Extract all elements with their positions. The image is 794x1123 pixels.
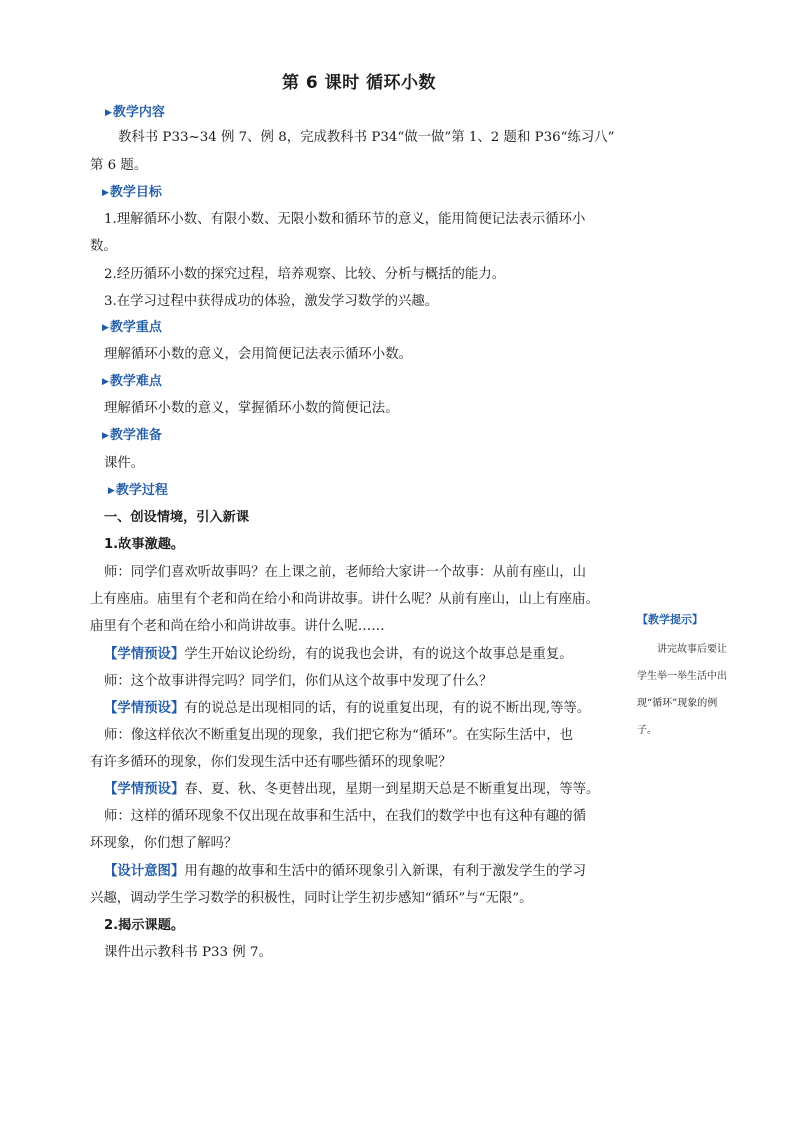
sidebar-tip-line-2: 学生举一举生活中出	[637, 671, 727, 682]
heading-prep	[102, 427, 162, 446]
teacher-4-line-2: 环现象，你们想了解吗？	[90, 836, 238, 851]
triangle-bullet-icon: ▶	[108, 486, 115, 496]
heading-difficulty	[102, 373, 162, 392]
sub-2-title: 2.揭示课题。	[104, 918, 185, 933]
heading-process-label: 教学过程	[115, 483, 168, 498]
heading-key-label: 教学重点	[109, 320, 162, 335]
goal-2: 2.经历循环小数的探究过程，培养观察、比较、分析与概括的能力。	[104, 267, 506, 282]
heading-goals-label: 教学目标	[109, 185, 162, 200]
heading-key	[102, 319, 162, 338]
preview-3	[104, 776, 599, 804]
preview-2-text: 有的说总是出现相同的话，有的说重复出现，有的说不断出现,等等。	[184, 701, 591, 716]
heading-goals	[102, 184, 162, 203]
triangle-bullet-icon: ▶	[102, 323, 109, 333]
sidebar-tip-line-4: 子。	[637, 725, 657, 736]
teacher-1-line-2: 上有座庙。庙里有个老和尚在给小和尚讲故事。讲什么呢？从前有座山，山上有座庙。	[90, 592, 599, 607]
sidebar-tip-line-3: 现“循环”现象的例	[637, 698, 718, 709]
goal-1-line-2: 数。	[90, 239, 117, 254]
triangle-bullet-icon: ▶	[105, 108, 112, 118]
design-tag: 【设计意图】	[104, 864, 185, 879]
heading-prep-label: 教学准备	[109, 428, 162, 443]
design-intent-line-2: 兴趣，调动学生学习数学的积极性，同时让学生初步感知“循环”与“无限”。	[90, 891, 533, 906]
preview-2	[104, 695, 590, 723]
section-1-title: 一、创设情境，引入新课	[104, 510, 250, 525]
lesson-title: 第 6 课时 循环小数	[281, 73, 437, 93]
content-line-2: 第 6 题。	[90, 158, 148, 173]
teacher-1-line-1: 师：同学们喜欢听故事吗？在上课之前，老师给大家讲一个故事：从前有座山，山	[104, 565, 587, 580]
design-intent	[104, 858, 586, 886]
teacher-5: 课件出示教科书 P33 例 7。	[104, 945, 272, 960]
preview-1	[104, 641, 573, 669]
content-line-1: 教科书 P33~34 例 7、例 8，完成教科书 P34“做一做”第 1、2 题和 P36“练习八”	[118, 130, 615, 145]
heading-content-label: 教学内容	[112, 105, 165, 120]
teacher-1-line-3: 庙里有个老和尚在给小和尚讲故事。讲什么呢……	[90, 619, 385, 634]
teacher-3-line-1: 师：像这样依次不断重复出现的现象，我们把它称为“循环”。在实际生活中，也	[104, 728, 573, 743]
design-intent-text: 用有趣的故事和生活中的循环现象引入新课，有利于激发学生的学习	[184, 864, 587, 879]
preview-1-text: 学生开始议论纷纷，有的说我也会讲，有的说这个故事总是重复。	[184, 647, 573, 662]
teacher-2: 师：这个故事讲得完吗？同学们，你们从这个故事中发现了什么？	[104, 674, 493, 689]
heading-difficulty-label: 教学难点	[109, 374, 162, 389]
heading-process	[108, 482, 168, 501]
goal-1-line-1: 1.理解循环小数、有限小数、无限小数和循环节的意义，能用简便记法表示循环小	[104, 212, 586, 227]
triangle-bullet-icon: ▶	[102, 431, 109, 441]
preview-tag: 【学情预设】	[104, 647, 185, 662]
goal-3: 3.在学习过程中获得成功的体验，激发学习数学的兴趣。	[104, 294, 439, 309]
triangle-bullet-icon: ▶	[102, 188, 109, 198]
sidebar-tip-title: 【教学提示】	[637, 613, 703, 626]
teacher-3-line-2: 有许多循环的现象，你们发现生活中还有哪些循环的现象呢？	[90, 755, 452, 770]
heading-content	[105, 104, 165, 123]
teacher-4-line-1: 师：这样的循环现象不仅出现在故事和生活中，在我们的数学中也有这种有趣的循	[104, 809, 587, 824]
preview-tag: 【学情预设】	[104, 782, 185, 797]
triangle-bullet-icon: ▶	[102, 377, 109, 387]
preview-3-text: 春、夏、秋、冬更替出现，星期一到星期天总是不断重复出现，等等。	[184, 782, 600, 797]
preview-tag: 【学情预设】	[104, 701, 185, 716]
prep-text: 课件。	[104, 456, 145, 471]
sub-1-title: 1.故事激趣。	[104, 537, 185, 552]
sidebar-tip-line-1: 讲完故事后要让	[657, 644, 727, 655]
key-text: 理解循环小数的意义，会用简便记法表示循环小数。	[104, 347, 412, 362]
difficulty-text: 理解循环小数的意义，掌握循环小数的简便记法。	[104, 401, 399, 416]
